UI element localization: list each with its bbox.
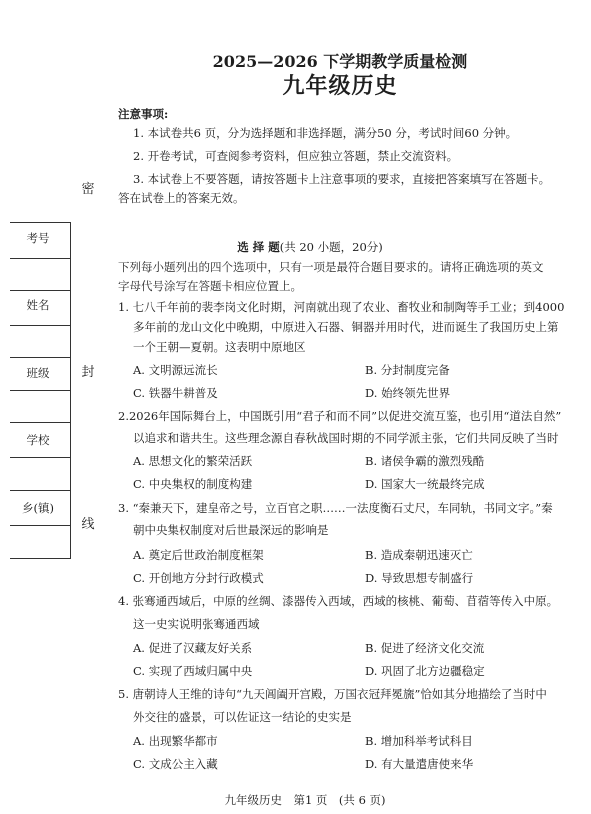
exam-title: 2025—2026 下学期教学质量检测: [212, 52, 468, 71]
question-1-option-b: B. 分封制度完备: [365, 363, 450, 377]
question-1-text: 一个王朝—夏朝。这表明中原地区: [133, 340, 306, 354]
question-1-text: 1. 七八千年前的裴李岗文化时期，河南就出现了农业、畜牧业和制陶等手工业；到4000: [118, 300, 565, 314]
section-heading: [190, 240, 430, 254]
question-3-text: 3. “秦兼天下，建皇帝之号，立百官之职……一法度衡石丈尺，车同轨，书同文字。”秦: [118, 501, 553, 515]
field-label-name: 姓名: [26, 298, 50, 312]
question-5-text: 5. 唐朝诗人王维的诗句“九天阊阖开宫殿，万国衣冠拜冕旒”恰如其分地描绘了当时中: [118, 687, 547, 701]
section-instruction: 下列每小题列出的四个选项中，只有一项是最符合题目要求的。请将正确选项的英文: [118, 262, 544, 274]
question-2-text: 2.2026年国际舞台上，中国既引用“君子和而不同”以促进交流互鉴，也引用“道法自然”: [118, 409, 562, 423]
section-detail: (共 20 小题，20分): [279, 240, 383, 254]
question-3-option-d: D. 导致思想专制盛行: [365, 571, 474, 585]
question-5-option-a: A. 出现繁华都市: [133, 734, 218, 748]
notice-item: 1. 本试卷共6 页，分为选择题和非选择题，满分50 分，考试时间60 分钟。: [133, 126, 518, 140]
question-1-option-c: C. 铁器牛耕普及: [133, 386, 218, 400]
field-label-exam-number: 考号: [26, 231, 50, 245]
seal-mark-xian: 线: [81, 517, 95, 532]
question-4-option-b: B. 促进了经济文化交流: [365, 641, 485, 655]
question-1-text: 多年前的龙山文化中晚期，中原进入石器、铜器并用时代，进而诞生了我国历史上第: [133, 320, 559, 334]
question-4-option-c: C. 实现了西域归属中央: [133, 664, 253, 678]
question-5-text: 外交往的盛景，可以佐证这一结论的史实是: [133, 710, 352, 724]
question-4-text: 4. 张骞通西域后，中原的丝绸、漆器传入西域，西域的核桃、葡萄、苜蓿等传入中原。: [118, 594, 559, 608]
question-1-option-a: A. 文明源远流长: [133, 363, 218, 377]
field-label-school: 学校: [26, 433, 50, 447]
question-3-option-b: B. 造成秦朝迅速灭亡: [365, 548, 473, 562]
question-4-text: 这一史实说明张骞通西域: [133, 617, 260, 631]
question-5-option-c: C. 文成公主入藏: [133, 757, 218, 771]
question-5-option-d: D. 有大量遣唐使来华: [365, 757, 474, 771]
seal-mark-mi: 密: [81, 182, 95, 197]
notice-item: 2. 开卷考试，可查阅参考资料，但应独立答题，禁止交流资料。: [133, 149, 459, 163]
notice-heading: 注意事项:: [118, 107, 169, 121]
question-3-text: 朝中央集权制度对后世最深远的影响是: [133, 523, 329, 537]
notice-item: 3. 本试卷上不要答题，请按答题卡上注意事项的要求，直接把答案填写在答题卡。: [133, 172, 551, 186]
question-3-option-c: C. 开创地方分封行政模式: [133, 571, 264, 585]
notice-item-continued: 答在试卷上的答案无效。: [118, 191, 245, 205]
section-instruction: 字母代号涂写在答题卡相应位置上。: [118, 281, 302, 293]
question-2-option-a: A. 思想文化的繁荣活跃: [133, 454, 253, 468]
question-4-option-a: A. 促进了汉藏友好关系: [133, 641, 253, 655]
page-footer: 九年级历史 第1 页 (共 6 页): [224, 793, 386, 807]
field-label-town: 乡(镇): [22, 501, 54, 515]
question-2-option-d: D. 国家大一统最终完成: [365, 477, 485, 491]
seal-mark-feng: 封: [81, 365, 95, 380]
question-1-option-d: D. 始终领先世界: [365, 386, 451, 400]
question-5-option-b: B. 增加科举考试科目: [365, 734, 473, 748]
section-title: 选 择 题: [237, 240, 280, 254]
question-2-option-c: C. 中央集权的制度构建: [133, 477, 253, 491]
question-2-text: 以追求和谐共生。这些理念源自春秋战国时期的不同学派主张，它们共同反映了当时: [133, 431, 559, 445]
question-2-option-b: B. 诸侯争霸的激烈残酷: [365, 454, 485, 468]
field-label-class: 班级: [26, 366, 50, 380]
question-4-option-d: D. 巩固了北方边疆稳定: [365, 664, 485, 678]
exam-subject: 九年级历史: [282, 73, 398, 99]
question-3-option-a: A. 奠定后世政治制度框架: [133, 548, 264, 562]
